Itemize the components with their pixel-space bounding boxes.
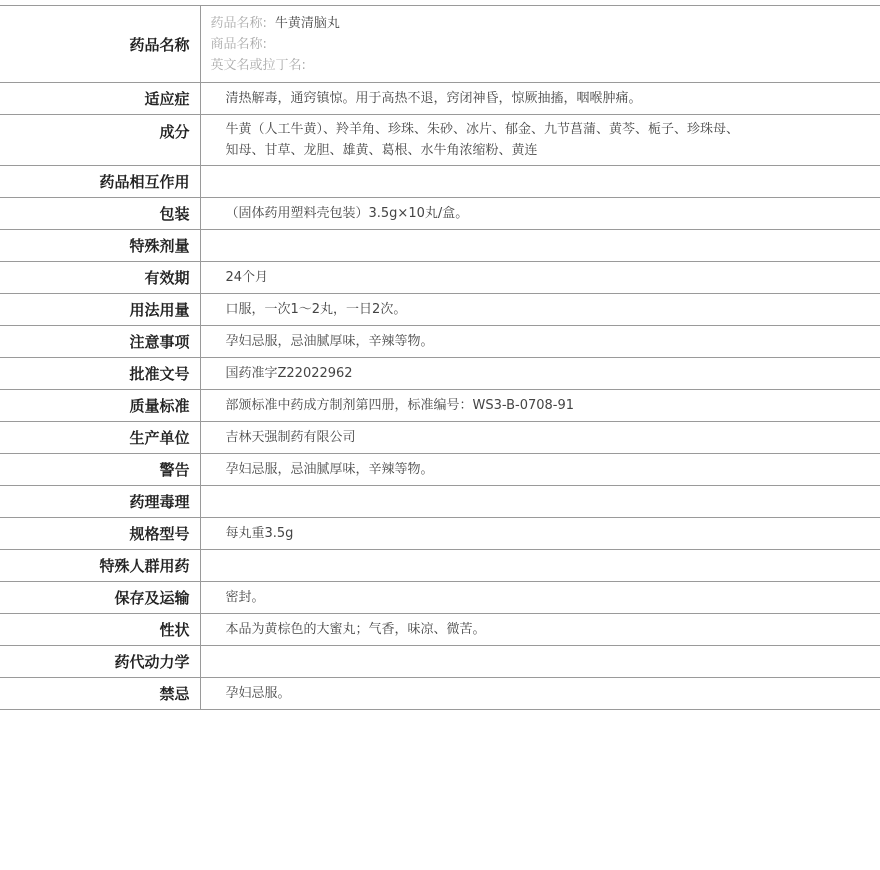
label-interactions: 药品相互作用 — [0, 166, 200, 198]
value-usage: 口服，一次1～2丸，一日2次。 — [200, 294, 880, 326]
value-indications: 清热解毒，通窍镇惊。用于高热不退，窍闭神昏，惊厥抽搐，咽喉肿痛。 — [200, 83, 880, 115]
value-pharmacokinetics — [200, 646, 880, 678]
value-warning: 孕妇忌服，忌油腻厚味，辛辣等物。 — [200, 454, 880, 486]
latin-name-key: 英文名或拉丁名: — [210, 57, 306, 73]
label-approval-number: 批准文号 — [0, 358, 200, 390]
value-package: （固体药用塑料壳包装）3.5g×10丸/盒。 — [200, 198, 880, 230]
value-manufacturer: 吉林天强制药有限公司 — [200, 422, 880, 454]
value-approval-number: 国药准字Z22022962 — [200, 358, 880, 390]
row-interactions — [0, 166, 880, 198]
row-approval-number — [0, 358, 880, 390]
value-contraindications: 孕妇忌服。 — [200, 678, 880, 710]
row-indications — [0, 83, 880, 115]
generic-name-key: 药品名称: — [210, 15, 267, 31]
trade-name-key: 商品名称: — [210, 36, 267, 52]
label-special-dosage: 特殊剂量 — [0, 230, 200, 262]
row-description — [0, 614, 880, 646]
label-drug-name: 药品名称 — [0, 6, 200, 83]
label-package: 包装 — [0, 198, 200, 230]
label-usage: 用法用量 — [0, 294, 200, 326]
label-specification: 规格型号 — [0, 518, 200, 550]
value-precautions: 孕妇忌服，忌油腻厚味，辛辣等物。 — [200, 326, 880, 358]
value-storage: 密封。 — [200, 582, 880, 614]
ingredients-line-2: 知母、甘草、龙胆、雄黄、葛根、水牛角浓缩粉、黄连 — [225, 143, 538, 158]
label-quality-standard: 质量标准 — [0, 390, 200, 422]
value-special-dosage — [200, 230, 880, 262]
label-description: 性状 — [0, 614, 200, 646]
row-contraindications — [0, 678, 880, 710]
drug-name-block — [200, 6, 880, 83]
label-special-population: 特殊人群用药 — [0, 550, 200, 582]
row-specification — [0, 518, 880, 550]
row-pharmacology — [0, 486, 880, 518]
row-quality-standard — [0, 390, 880, 422]
row-ingredients — [0, 115, 880, 166]
label-indications: 适应症 — [0, 83, 200, 115]
label-pharmacokinetics: 药代动力学 — [0, 646, 200, 678]
value-interactions — [200, 166, 880, 198]
value-special-population — [200, 550, 880, 582]
label-contraindications: 禁忌 — [0, 678, 200, 710]
label-shelf-life: 有效期 — [0, 262, 200, 294]
value-pharmacology — [200, 486, 880, 518]
label-warning: 警告 — [0, 454, 200, 486]
row-package — [0, 198, 880, 230]
row-special-population — [0, 550, 880, 582]
label-storage: 保存及运输 — [0, 582, 200, 614]
row-warning — [0, 454, 880, 486]
generic-name-line — [211, 13, 880, 34]
label-pharmacology: 药理毒理 — [0, 486, 200, 518]
value-shelf-life: 24个月 — [200, 262, 880, 294]
row-shelf-life — [0, 262, 880, 294]
drug-info-table — [0, 5, 880, 710]
value-ingredients — [200, 115, 880, 166]
row-precautions — [0, 326, 880, 358]
generic-name-value: 牛黄清脑丸 — [274, 15, 340, 31]
value-description: 本品为黄棕色的大蜜丸；气香，味凉、微苦。 — [200, 614, 880, 646]
row-special-dosage — [0, 230, 880, 262]
row-drug-name — [0, 6, 880, 83]
label-precautions: 注意事项 — [0, 326, 200, 358]
row-usage — [0, 294, 880, 326]
value-specification: 每丸重3.5g — [200, 518, 880, 550]
row-manufacturer — [0, 422, 880, 454]
latin-name-line — [211, 55, 880, 76]
label-manufacturer: 生产单位 — [0, 422, 200, 454]
value-quality-standard: 部颁标准中药成方制剂第四册，标准编号：WS3-B-0708-91 — [200, 390, 880, 422]
row-storage — [0, 582, 880, 614]
label-ingredients: 成分 — [0, 115, 200, 166]
ingredients-line-1: 牛黄（人工牛黄）、羚羊角、珍珠、朱砂、冰片、郁金、九节菖蒲、黄芩、栀子、珍珠母、 — [225, 122, 740, 137]
row-pharmacokinetics — [0, 646, 880, 678]
trade-name-line — [211, 34, 880, 55]
